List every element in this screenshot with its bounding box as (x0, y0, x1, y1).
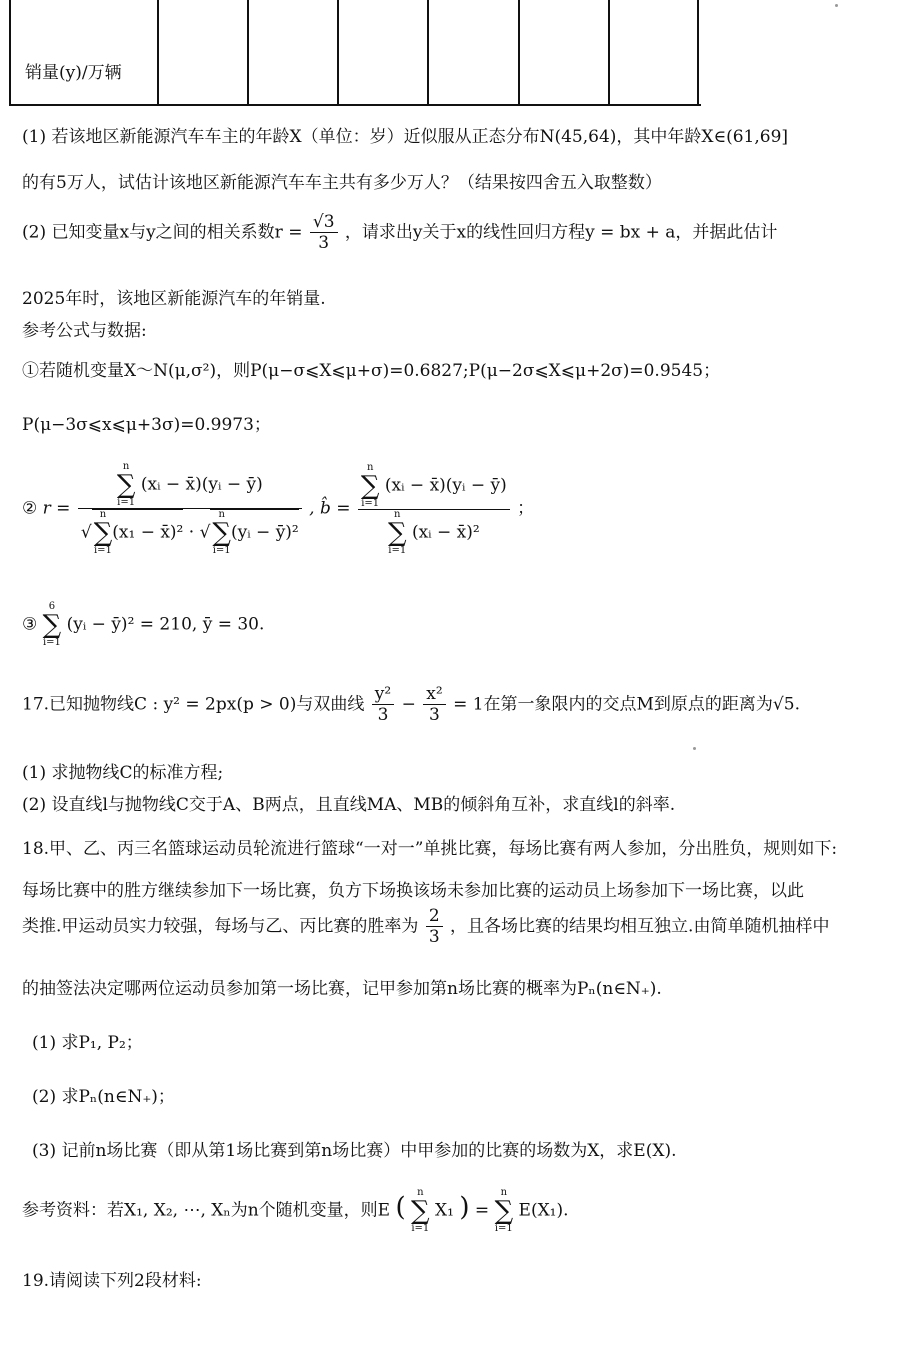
table-divider (157, 0, 159, 104)
table-divider (247, 0, 249, 104)
r-formula-fraction (78, 462, 302, 556)
ref2-b: , b̂ = (309, 498, 351, 519)
b-formula-fraction (358, 463, 510, 556)
q18-line4: 的抽签法决定哪两位运动员参加第一场比赛，记甲参加第n场比赛的概率为Pₙ(n∈N₊). (22, 979, 662, 999)
r-formula-numerator: n ∑ i=1 (xᵢ − x̄)(yᵢ − ȳ) (78, 462, 302, 509)
q18-line2: 每场比赛中的胜方继续参加下一场比赛，负方下场换该场未参加比赛的运动员上场参加下一场比赛，以此 (22, 881, 804, 901)
r-fraction (310, 212, 338, 254)
q16-part1-line2: 的有5万人，试估计该地区新能源汽车车主共有多少万人？（结果按四舍五入取整数） (22, 173, 662, 193)
q16-part2-line2: 2025年时，该地区新能源汽车的年销量. (22, 289, 326, 309)
reference-1-line1: ①若随机变量X～N(μ,σ²)，则P(μ−σ⩽X⩽μ+σ)=0.6827;P(μ−2σ⩽X⩽μ+2σ)=0.9545； (22, 361, 721, 381)
reference-1-line2: P(μ−3σ⩽x⩽μ+3σ)=0.9973； (22, 415, 271, 435)
hyperbola-y-fraction: $\frac{\text{y²}}{3}$ (372, 684, 394, 726)
sum-symbol: n ∑ i=1 (93, 509, 113, 556)
table-divider (427, 0, 429, 104)
win-rate-fraction: $\frac{2}{3}$ (426, 906, 443, 948)
table-divider (608, 0, 610, 104)
b-formula-numerator: n ∑ i=1 (xᵢ − x̄)(yᵢ − ȳ) (358, 463, 510, 510)
ref3-text: (yᵢ − ȳ)² = 210, ȳ = 30. (66, 614, 265, 635)
ref3-label: ③ (22, 614, 38, 635)
scan-speck (835, 4, 838, 7)
q17-part2: (2) 设直线l与抛物线C交于A、B两点，且直线MA、MB的倾斜角互补，求直线l的斜率. (22, 795, 676, 815)
ref2-label: ② (22, 498, 38, 519)
table-divider (337, 0, 339, 104)
sum-symbol: n ∑ i=1 (212, 509, 231, 556)
sales-table (9, 0, 701, 106)
q16-part1-line1: (1) 若该地区新能源汽车车主的年龄X（单位：岁）近似服从正态分布N(45,64)，其中年龄X∈(61,69] (22, 127, 789, 147)
q18-part3: (3) 记前n场比赛（即从第1场比赛到第n场比赛）中甲参加的比赛的场数为X，求E(X). (32, 1141, 677, 1161)
reference-title: 参考公式与数据: (22, 321, 147, 341)
ref2-r: r = (42, 498, 71, 519)
q18-line1: 18.甲、乙、丙三名篮球运动员轮流进行篮球“一对一”单挑比赛，每场比赛有两人参加，分出胜负，规则如下: (22, 839, 838, 859)
sum-symbol: n ∑ i=1 (116, 461, 136, 508)
q18-part1: (1) 求P₁, P₂； (32, 1033, 143, 1053)
r-numerator: √3 (310, 212, 338, 233)
scan-speck (693, 747, 696, 750)
ref2-end: ； (517, 498, 535, 519)
sum-symbol: n ∑ i=1 (494, 1187, 514, 1234)
r-denominator: 3 (318, 233, 330, 254)
r-formula-denominator: √ n ∑ i=1 (x₁ − x̄)² · √ n ∑ i=1 (yᵢ − ȳ)² (80, 509, 299, 556)
q19-line1: 19.请阅读下列2段材料: (22, 1271, 202, 1291)
q18-part2: (2) 求Pₙ(n∈N₊)； (32, 1087, 175, 1107)
q17-stem: 17.已知抛物线C : y² = 2px(p > 0)与双曲线 $\frac{\text{y²}}{3}$ − $\frac{\text{x²}}{3}$ = 1在第一象限内的交点M到原点的距离为√5. (22, 684, 800, 726)
sum-symbol: n ∑ i=1 (387, 508, 407, 556)
table-divider (697, 0, 699, 104)
reference-3 (22, 602, 264, 648)
reference-2-formula (22, 462, 534, 556)
sum-symbol: 6 ∑ i=1 (42, 601, 62, 648)
sum-symbol: n ∑ i=1 (360, 461, 380, 509)
hyperbola-x-fraction: $\frac{\text{x²}}{3}$ (423, 684, 445, 726)
table-divider (518, 0, 520, 104)
sum-symbol: n ∑ i=1 (411, 1187, 430, 1234)
q17-part1: (1) 求抛物线C的标准方程; (22, 763, 224, 783)
table-row-label: 销量(y)/万辆 (25, 63, 122, 83)
q18-reference: 参考资料：若X₁, X₂, ⋯, Xₙ为n个随机变量，则E ( n ∑ i=1 X₁ ) = n ∑ i=1 E(X₁). (22, 1187, 569, 1234)
b-formula-denominator: n ∑ i=1 (xᵢ − x̄)² (387, 508, 480, 556)
q18-line3: 类推.甲运动员实力较强，每场与乙、丙比赛的胜率为 $\frac{2}{3}$ ，且各场比赛的结果均相互独立.由简单随机抽样中 (22, 906, 830, 948)
q16-part2-post: ，请求出y关于x的线性回归方程y = bx + a，并据此估计 (344, 222, 778, 243)
q16-part2-line1 (22, 212, 777, 254)
q16-part2-pre: (2) 已知变量x与y之间的相关系数r = (22, 222, 303, 243)
